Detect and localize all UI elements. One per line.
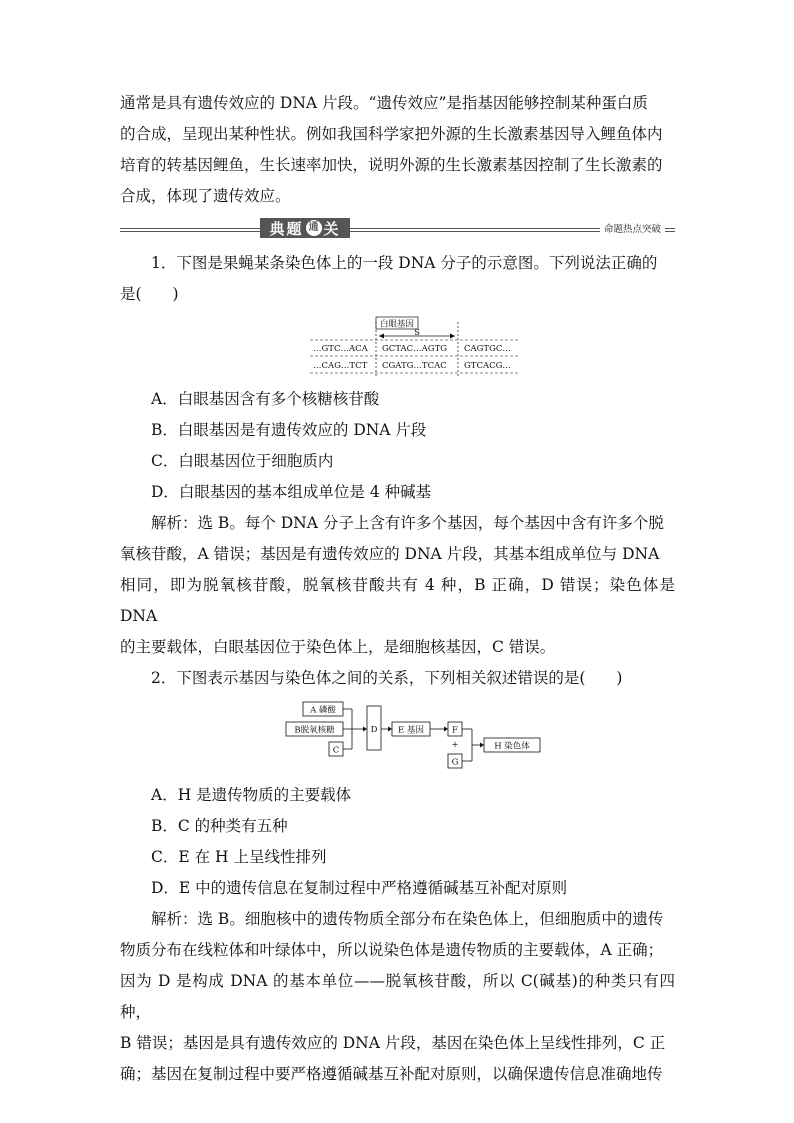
top-strand-seg-1: …GTC…ACA <box>313 344 368 354</box>
intro-line: 合成，体现了遗传效应。 <box>120 187 291 205</box>
intro-paragraph <box>120 88 675 212</box>
document-page <box>120 88 675 1090</box>
banner-title-b: 关 <box>323 219 341 238</box>
gene-label: 白眼基因 <box>379 319 415 330</box>
q1-option-c: C．白眼基因位于细胞质内 <box>151 452 334 470</box>
box-h-label: H 染色体 <box>494 741 530 752</box>
bottom-strand-seg-2: CGATG…TCAC <box>382 361 447 371</box>
arrowhead-e <box>388 727 392 732</box>
box-b-label: B脱氧核糖 <box>294 725 335 736</box>
box-c-label: C <box>332 745 340 756</box>
bottom-strand-seg-1: …CAG…TCT <box>313 361 368 371</box>
q1-analysis-line: 的主要载体，白眼基因位于染色体上，是细胞核基因，C 错误。 <box>120 638 556 656</box>
q1-stem-line1: 1．下图是果蝇某条染色体上的一段 DNA 分子的示意图。下列说法正确的 <box>151 254 658 272</box>
box-g-label: G <box>451 757 459 768</box>
dna-diagram-svg <box>120 316 675 378</box>
question-2 <box>120 663 675 1090</box>
question-1 <box>120 248 675 663</box>
q2-option-b: B．C 的种类有五种 <box>151 817 288 835</box>
q1-analysis-line: 氧核苷酸，A 错误；基因是有遗传效应的 DNA 片段，其基本组成单位与 DNA <box>120 545 660 563</box>
q1-analysis-line: 解析：选 B。每个 DNA 分子上含有许多个基因，每个基因中含有许多个脱 <box>151 514 664 532</box>
q2-option-c: C．E 在 H 上呈线性排列 <box>151 848 327 866</box>
intro-line: 的合成，呈现出某种性状。例如我国科学家把外源的生长激素基因导入鲤鱼体内 <box>120 125 663 143</box>
q1-stem-line2: 是( ) <box>120 285 179 303</box>
box-f-label: F <box>452 725 458 736</box>
intro-line: 培育的转基因鲤鱼，生长速率加快，说明外源的生长激素基因控制了生长激素的 <box>120 156 663 174</box>
gene-chromosome-svg <box>120 700 675 774</box>
q1-option-d: D．白眼基因的基本组成单位是 4 种碱基 <box>151 483 432 501</box>
q1-option-b: B．白眼基因是有遗传效应的 DNA 片段 <box>151 421 427 439</box>
banner-title <box>260 218 350 238</box>
intro-line: 通常是具有遗传效应的 DNA 片段。“遗传效应”是指基因能够控制某种蛋白质 <box>120 94 648 112</box>
arrowhead-h <box>480 743 484 748</box>
plus-sign: + <box>451 740 459 750</box>
box-e-label: E 基因 <box>398 725 424 736</box>
q2-analysis-line: 因为 D 是构成 DNA 的基本单位——脱氧核苷酸，所以 C(碱基)的种类只有四种， <box>120 972 675 1021</box>
box-a-label: A 磷酸 <box>310 705 336 716</box>
box-d-label: D <box>370 725 378 735</box>
section-banner <box>120 218 675 240</box>
q1-analysis-line: 相同，即为脱氧核苷酸，脱氧核苷酸共有 4 种，B 正确，D 错误；染色体是 DNA <box>120 576 675 625</box>
q2-analysis-line: 解析：选 B。细胞核中的遗传物质全部分布在染色体上，但细胞质中的遗传 <box>151 910 664 928</box>
bottom-strand-seg-3: GTCACG… <box>464 361 511 371</box>
s-label: S <box>414 328 420 338</box>
q2-stem: 2．下图表示基因与染色体之间的关系，下列相关叙述错误的是( ) <box>151 669 623 687</box>
q2-analysis-line: B 错误；基因是具有遗传效应的 DNA 片段，基因在染色体上呈线性排列，C 正 <box>120 1034 666 1052</box>
q2-analysis <box>120 904 675 1090</box>
banner-title-a: 典题 <box>269 219 304 238</box>
gene-chromosome-diagram <box>120 700 675 774</box>
top-strand-seg-3: CAGTGC… <box>464 344 511 354</box>
dna-diagram <box>120 316 675 378</box>
q2-option-a: A．H 是遗传物质的主要载体 <box>151 786 352 804</box>
q1-option-a: A．白眼基因含有多个核糖核苷酸 <box>151 390 380 408</box>
top-strand-seg-2: GCTAC…AGTG <box>382 344 448 354</box>
q2-option-d: D．E 中的遗传信息在复制过程中严格遵循碱基互补配对原则 <box>151 879 568 897</box>
banner-tag: 命题热点突破 <box>600 221 665 235</box>
banner-circle-icon: 通 <box>306 220 322 236</box>
q1-analysis <box>120 508 675 663</box>
arrowhead-f <box>444 727 448 732</box>
q2-analysis-line: 物质分布在线粒体和叶绿体中，所以说染色体是遗传物质的主要载体，A 正确； <box>120 941 664 959</box>
q2-analysis-line: 确；基因在复制过程中要严格遵循碱基互补配对原则，以确保遗传信息准确地传 <box>120 1065 663 1083</box>
banner-rule <box>120 228 675 232</box>
arrowhead-d <box>363 727 367 732</box>
